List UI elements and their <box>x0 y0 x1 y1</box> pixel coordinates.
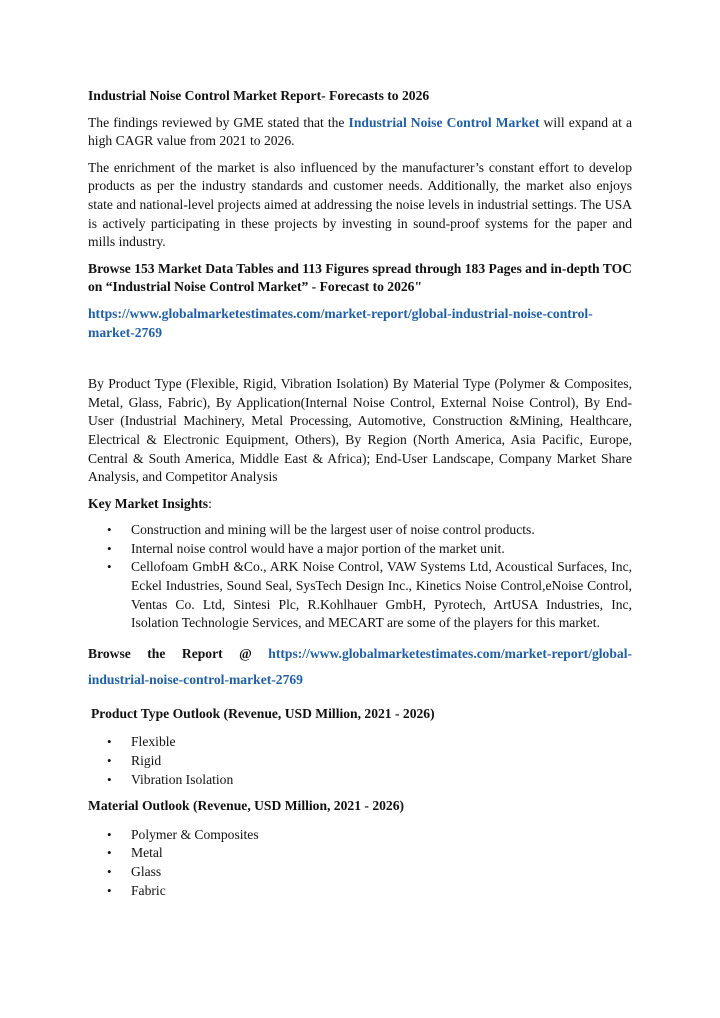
material-outlook-heading: Material Outlook (Revenue, USD Million, 2021 - 2026) <box>88 798 405 814</box>
list-item: • Metal <box>88 844 632 863</box>
list-item: • Glass <box>88 863 632 882</box>
intro-text-post: will expand at a high CAGR value from 2021 to 2026. <box>88 114 632 149</box>
browse-url-paragraph <box>88 305 632 342</box>
list-item: • Fabric <box>88 882 632 901</box>
browse-report-link[interactable]: https://www.globalmarketestimates.com/market-report/global- <box>268 645 632 661</box>
intro-text-pre: The findings reviewed by GME stated that the <box>88 114 349 130</box>
insights-list <box>88 521 632 633</box>
intro-paragraph <box>88 114 632 151</box>
enrichment-paragraph: The enrichment of the market is also influenced by the manufacturer’s constant effort to develop products as per the industry standards and customer needs. Additionally, the market also enjoys state and national-level projects aimed at addressing the noise levels in industrial settings. The USA is actively participating in these projects by investing in sound-proof systems for the paper and mills industry. <box>88 159 632 250</box>
material-outlook-list <box>88 826 632 900</box>
browse-url-link[interactable]: https://www.globalmarketestimates.com/market-report/global-industrial-noise-control-market-2769 <box>88 305 593 340</box>
market-link[interactable]: Industrial Noise Control Market <box>348 114 540 130</box>
browse-report-line <box>88 641 632 667</box>
browse-report-line-2 <box>88 667 632 693</box>
list-item: • Cellofoam GmbH &Co., ARK Noise Control, VAW Systems Ltd, Acoustical Surfaces, Inc, Eckel Industries, Sound Seal, SysTech Design Inc., Kinetics Noise Control,eNoise Control, Ventas Co. Ltd, Sintesi Plc, R.Kohlhauer GmbH, Pyrotech, ArtUSA Industries, Inc, Isolation Technologie Services, and MECART are some of the players for this market. <box>88 558 632 632</box>
product-outlook-heading: Product Type Outlook (Revenue, USD Million, 2021 - 2026) <box>91 705 435 721</box>
insights-heading-text: Key Market Insights <box>88 495 209 511</box>
list-item: • Vibration Isolation <box>88 771 632 790</box>
report-title: Industrial Noise Control Market Report- Forecasts to 2026 <box>88 88 430 103</box>
product-outlook-list <box>88 733 632 789</box>
insights-heading <box>88 495 632 514</box>
list-item: • Construction and mining will be the largest user of noise control products. <box>88 521 632 540</box>
list-item: • Polymer & Composites <box>88 826 632 845</box>
list-item: • Rigid <box>88 752 632 771</box>
list-item: • Flexible <box>88 733 632 752</box>
insights-heading-colon: : <box>208 495 212 511</box>
segmentation-paragraph: By Product Type (Flexible, Rigid, Vibration Isolation) By Material Type (Polymer & Composites, Metal, Glass, Fabric), By Application(Internal Noise Control, External Noise Control), By End-User (Industrial Machinery, Metal Processing, Automotive, Construction &Mining, Healthcare, Electrical & Electronic Equipment, Others), By Region (North America, Asia Pacific, Europe, Central & South America, Middle East & Africa); End-User Landscape, Company Market Share Analysis, and Competitor Analysis <box>88 376 632 485</box>
browse-heading: Browse 153 Market Data Tables and 113 Figures spread through 183 Pages and in-depth TOC on “Industrial Noise Control Market” - Forecast to 2026" <box>88 260 632 295</box>
browse-report-link-continued[interactable]: industrial-noise-control-market-2769 <box>88 671 303 687</box>
list-item: • Internal noise control would have a major portion of the market unit. <box>88 540 632 559</box>
browse-report-label: Browse the Report @ <box>88 645 252 661</box>
